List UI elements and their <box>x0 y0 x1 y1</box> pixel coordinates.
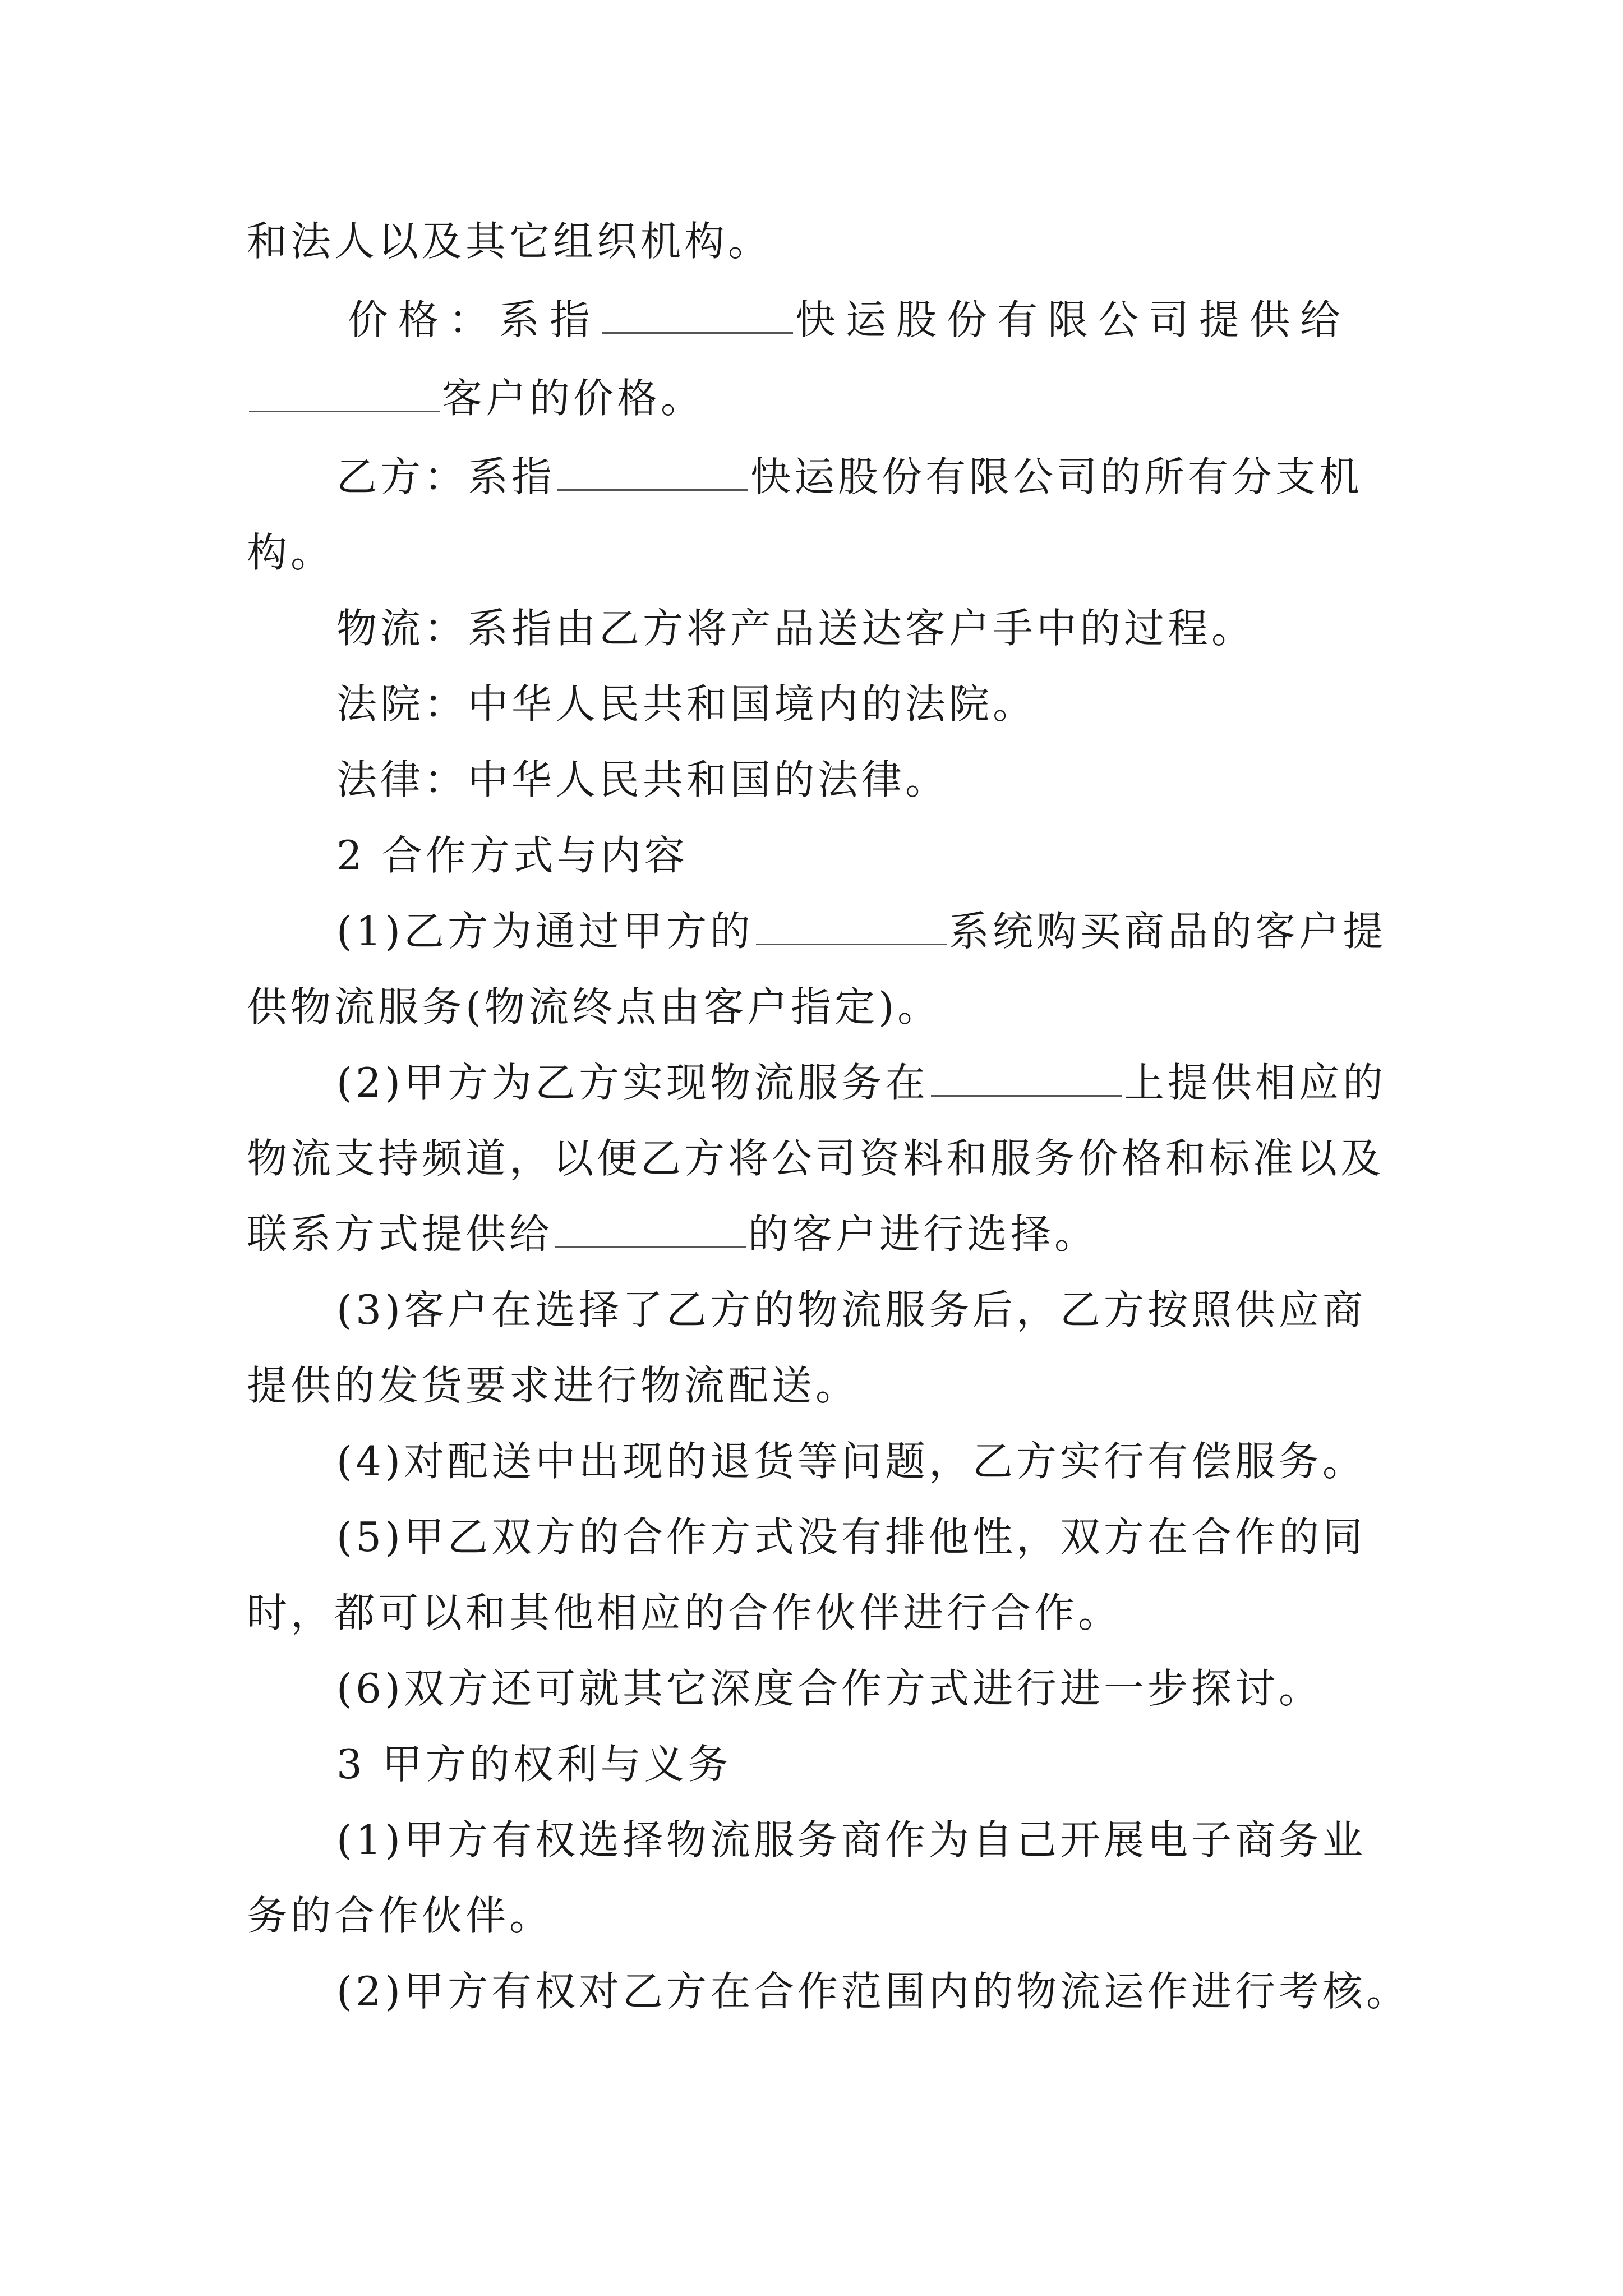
text-span: 法院：中华人民共和国境内的法院。 <box>336 680 1037 728</box>
text-line <box>336 903 1386 959</box>
text-line <box>336 1433 1366 1489</box>
section-heading <box>336 827 688 884</box>
text-span: (3)客户在选择了乙方的物流服务后，乙方按照供应商 <box>336 1286 1366 1333</box>
text-span: (1)乙方为通过甲方的 <box>336 908 754 955</box>
text-span: 物流支持频道，以便乙方将公司资料和服务价格和标准以及 <box>247 1135 1385 1182</box>
text-line <box>247 524 334 581</box>
text-span: 提供的发货要求进行物流配送。 <box>247 1362 860 1409</box>
text-span: 客户的价格。 <box>442 375 705 422</box>
text-span: (2)甲方为乙方实现物流服务在 <box>336 1059 929 1106</box>
text-line <box>247 370 704 426</box>
text-line <box>336 1812 1366 1868</box>
text-line <box>247 979 941 1035</box>
text-span: 2 合作方式与内容 <box>336 832 688 879</box>
text-span: (5)甲乙双方的合作方式没有排他性，双方在合作的同 <box>336 1513 1366 1561</box>
text-span: 的客户进行选择。 <box>748 1211 1099 1258</box>
text-span: 务的合作伙伴。 <box>247 1892 554 1939</box>
text-span: 乙方：系指 <box>336 453 556 500</box>
text-span: 上提供相应的 <box>1124 1059 1387 1106</box>
text-line <box>247 1585 1122 1641</box>
text-span: 和法人以及其它组织机构。 <box>247 218 772 265</box>
text-line <box>336 600 1255 656</box>
text-line <box>247 1130 1384 1186</box>
fill-in-blank <box>931 1061 1122 1097</box>
text-span: 构。 <box>247 529 335 576</box>
text-span: 供物流服务(物流终点由客户指定)。 <box>247 983 942 1030</box>
text-line <box>247 1206 1098 1262</box>
text-line <box>247 1358 859 1414</box>
text-span: 法律：中华人民共和国的法律。 <box>336 756 949 803</box>
text-span: 快运股份有限公司提供给 <box>795 296 1351 343</box>
fill-in-blank <box>756 910 947 945</box>
text-line <box>336 1282 1366 1338</box>
fill-in-blank <box>249 377 440 412</box>
text-span: (2)甲方有权对乙方在合作范围内的物流运作进行考核。 <box>336 1968 1410 2015</box>
text-span: 联系方式提供给 <box>247 1211 554 1258</box>
fill-in-blank <box>555 1213 746 1248</box>
text-line <box>336 449 1363 505</box>
text-line <box>247 213 772 269</box>
text-line <box>336 1963 1410 2019</box>
section-heading <box>336 1736 732 1792</box>
text-line <box>336 1055 1386 1111</box>
text-line <box>336 752 949 808</box>
text-span: 3 甲方的权利与义务 <box>336 1741 732 1788</box>
text-line <box>336 1660 1322 1717</box>
text-span: 价格：系指 <box>348 296 601 343</box>
text-span: (1)甲方有权选择物流服务商作为自己开展电子商务业 <box>336 1816 1366 1864</box>
text-line <box>336 676 1036 732</box>
text-span: 时，都可以和其他相应的合作伙伴进行合作。 <box>247 1589 1122 1636</box>
text-line <box>336 1509 1366 1565</box>
text-span: (4)对配送中出现的退货等问题，乙方实行有偿服务。 <box>336 1438 1366 1485</box>
text-span: 快运股份有限公司的所有分支机 <box>750 453 1363 500</box>
text-span: (6)双方还可就其它深度合作方式进行进一步探讨。 <box>336 1665 1322 1712</box>
text-span: 系统购买商品的客户提 <box>949 908 1387 955</box>
fill-in-blank <box>557 455 748 491</box>
fill-in-blank <box>602 298 793 334</box>
text-span: 物流：系指由乙方将产品送达客户手中的过程。 <box>336 605 1256 652</box>
text-line <box>247 1888 553 1944</box>
text-line <box>348 292 1350 348</box>
